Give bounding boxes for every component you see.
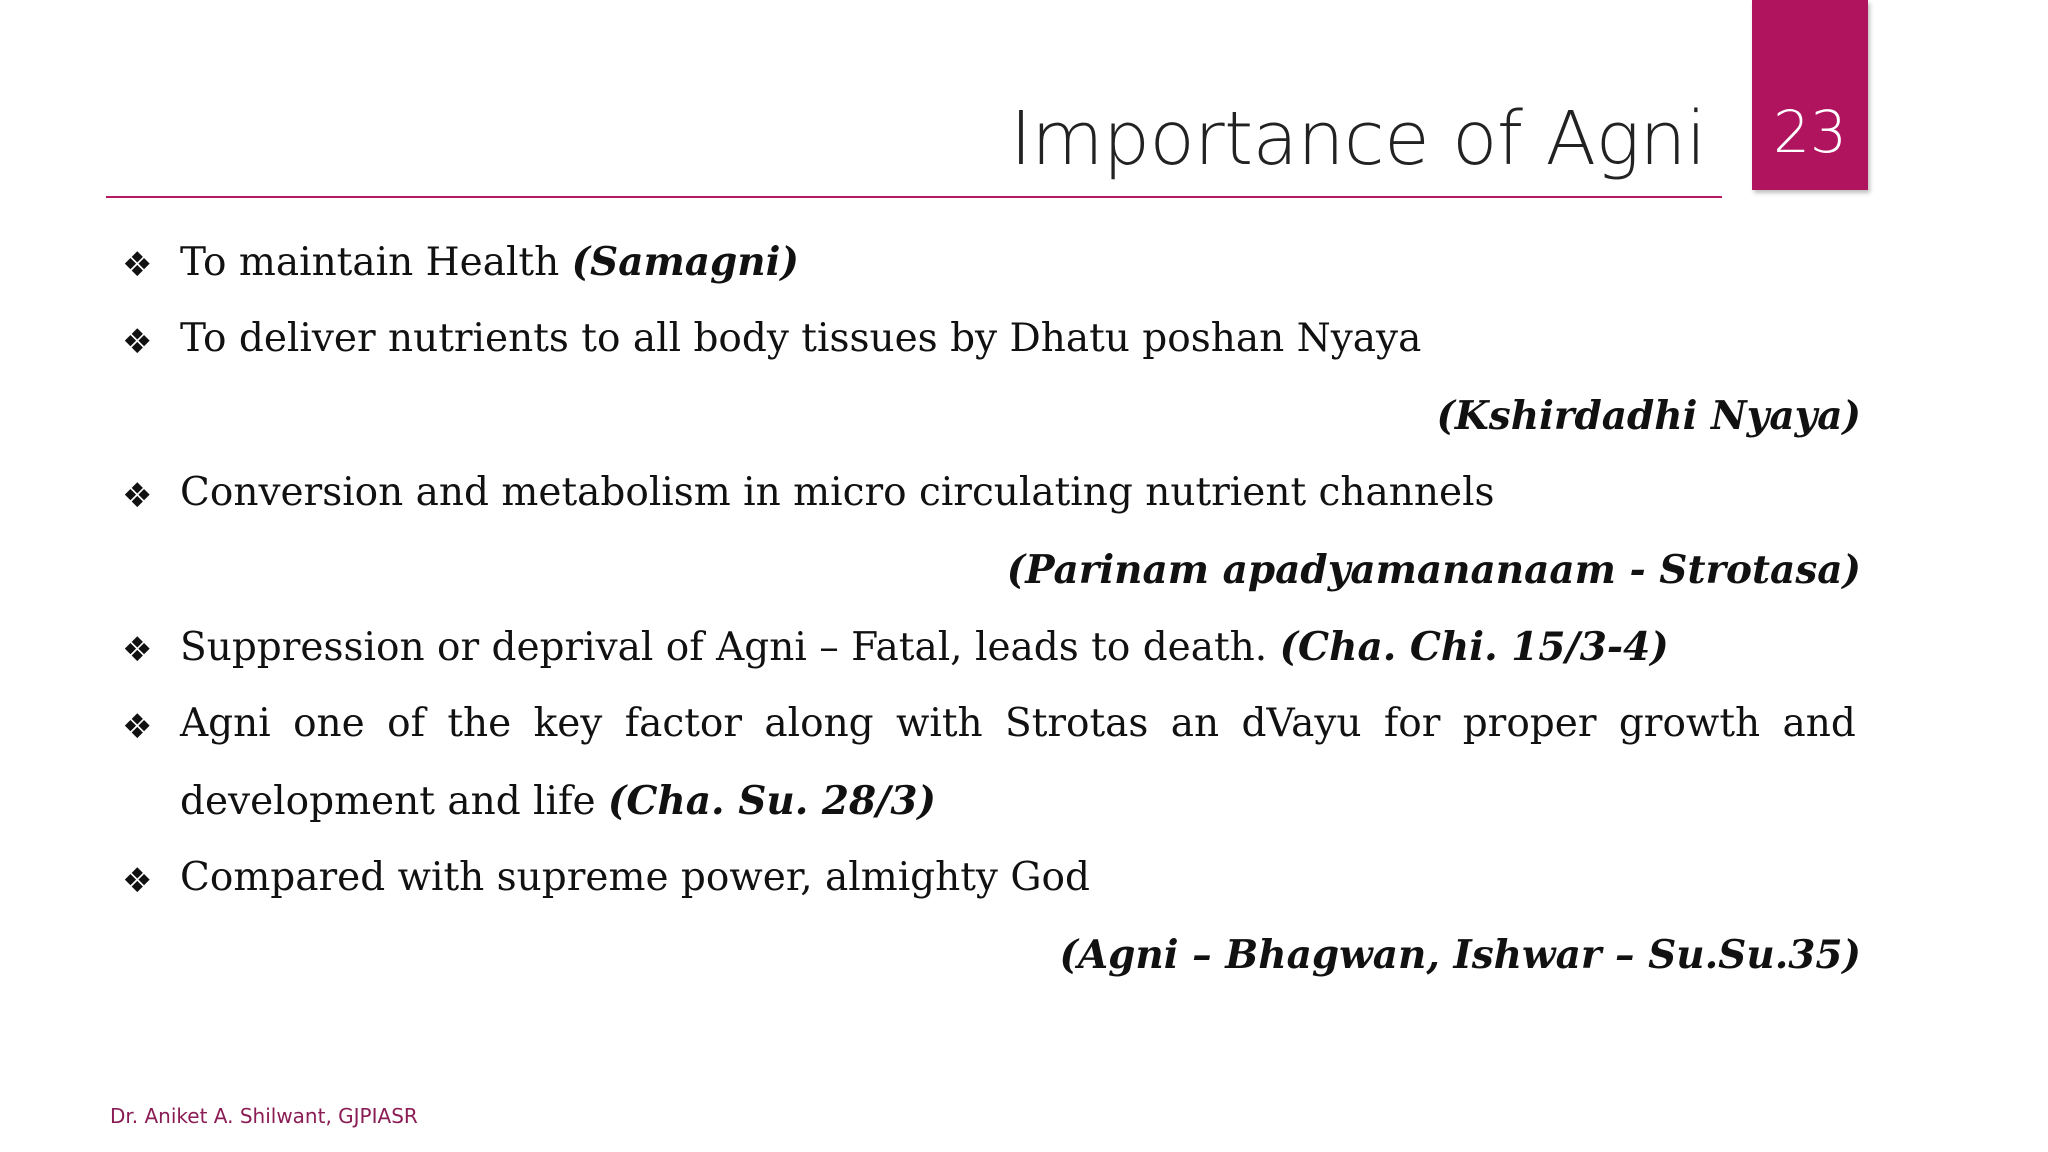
word: growth [1618, 701, 1761, 746]
bullet-icon: ❖ [122, 630, 153, 670]
word: and [1782, 701, 1856, 746]
reference: (Samagni) [571, 239, 799, 285]
word: with [896, 701, 983, 746]
bullet-text: Suppression or deprival of Agni – Fatal, leads to death. [180, 625, 1280, 670]
reference-right: (Agni – Bhagwan, Ishwar – Su.Su.35) [1059, 932, 1861, 978]
bullet-icon: ❖ [122, 476, 153, 516]
reference-right: (Parinam apadyamananaam - Strotasa) [1006, 547, 1861, 593]
slide-title: Importance of Agni [1010, 96, 1706, 182]
bullet-text: To deliver nutrients to all body tissues by Dhatu poshan Nyaya [180, 316, 1422, 361]
bullet-text: To maintain Health [180, 240, 572, 285]
bullet-icon: ❖ [122, 322, 153, 362]
word: one [293, 701, 365, 746]
word: key [533, 701, 603, 746]
footer-author: Dr. Aniket A. Shilwant, GJPIASR [110, 1104, 418, 1128]
title-underline [106, 196, 1722, 198]
word: the [447, 701, 512, 746]
word: for [1383, 701, 1441, 746]
reference: (Cha. Chi. 15/3-4) [1279, 624, 1669, 670]
bullet-item-5-line-2 [180, 778, 936, 824]
word: an [1170, 701, 1220, 746]
word: Strotas [1005, 701, 1149, 746]
bullet-item-2 [180, 316, 1421, 361]
reference: (Cha. Su. 28/3) [607, 778, 936, 824]
bullet-icon: ❖ [122, 707, 153, 747]
reference-right: (Kshirdadhi Nyaya) [1436, 393, 1861, 439]
bullet-icon: ❖ [122, 861, 153, 901]
bullet-text: Compared with supreme power, almighty God [180, 855, 1090, 900]
bullet-text: Conversion and metabolism in micro circulating nutrient channels [180, 470, 1495, 515]
bullet-item-5-line-1 [180, 701, 1856, 746]
word: along [764, 701, 874, 746]
page-number: 23 [1773, 98, 1847, 166]
bullet-text: development and life [180, 779, 608, 824]
bullet-item-3 [180, 470, 1495, 515]
word: Agni [180, 701, 271, 746]
bullet-item-6 [180, 855, 1090, 900]
word: factor [624, 701, 743, 746]
word: proper [1462, 701, 1597, 746]
bullet-item-4 [180, 624, 1669, 670]
word: dVayu [1241, 701, 1362, 746]
word: of [387, 701, 426, 746]
bullet-icon: ❖ [122, 245, 153, 285]
bullet-item-1 [180, 239, 799, 285]
page-number-badge [1752, 0, 1868, 190]
